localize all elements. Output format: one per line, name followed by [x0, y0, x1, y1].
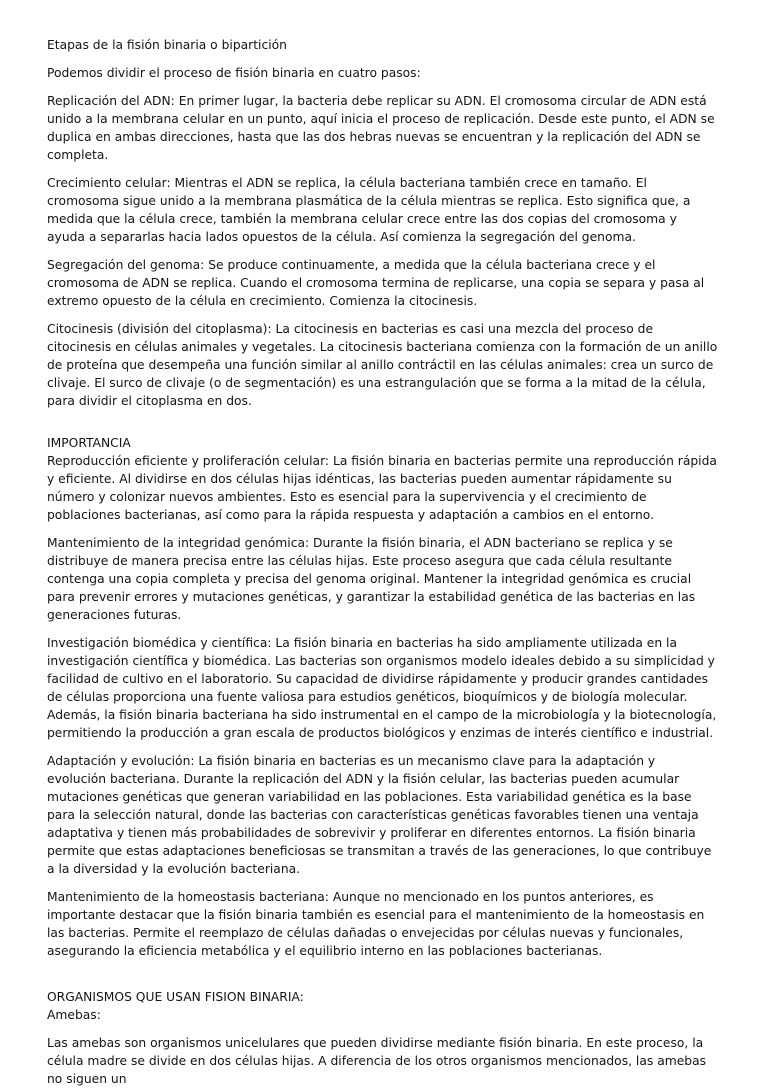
document-title: Etapas de la fisión binaria o bipartición	[47, 38, 287, 52]
step-genome-segregation: Segregación del genoma: Se produce continuamente, a medida que la célula bacteriana crece y el cromosoma de ADN se replica. Cuando el cromosoma termina de replicarse, una copia se separa y pasa al extremo opuesto de la célula en crecimiento. Comienza la citocinesis.	[47, 258, 705, 308]
importance-research: Investigación biomédica y científica: La fisión binaria en bacterias ha sido ampliamente utilizada en la investigación científica y biomédica. Las bacterias son organismos modelo ideales debido a su simplicidad y facilidad de cultivo en el laboratorio. Su capacidad de dividirse rápidamente y producir grandes cantidades de células proporciona una fuente valiosa para estudios genéticos, bioquímicos y de biología molecular. Además, la fisión binaria bacteriana ha sido instrumental en el campo de la microbiología y la biotecnología, permitiendo la producción a gran escala de productos biológicos y enzimas de interés científico e industrial.	[47, 636, 717, 740]
amoeba-paragraph: Las amebas son organismos unicelulares que pueden dividirse mediante fisión binaria. En este proceso, la célula madre se divide en dos células hijas. A diferencia de los otros organismos mencionados, las amebas no siguen un	[47, 1036, 707, 1086]
step-dna-replication: Replicación del ADN: En primer lugar, la bacteria debe replicar su ADN. El cromosoma circular de ADN está unido a la membrana celular en un punto, aquí inicia el proceso de replicación. Desde este punto, el ADN se duplica en ambas direcciones, hasta que las dos hebras nuevas se encuentran y la replicación del ADN se completa.	[47, 94, 715, 162]
step-cytokinesis: Citocinesis (división del citoplasma): La citocinesis en bacterias es casi una mezcla del proceso de citocinesis en células animales y vegetales. La citocinesis bacteriana comienza con la formación de un anillo de proteína que desempeña una función similar al anillo contráctil en las células animales: crea un surco de clivaje. El surco de clivaje (o de segmentación) es una estrangulación que se forma a la mitad de la célula, para dividir el citoplasma en dos.	[47, 322, 718, 408]
amoeba-heading: Amebas:	[47, 1008, 101, 1022]
importance-reproduction: Reproducción eficiente y proliferación celular: La fisión binaria en bacterias permite una reproducción rápida y eficiente. Al dividirse en dos células hijas idénticas, las bacterias pueden aumentar rápidamente su número y colonizar nuevos ambientes. Esto es esencial para la supervivencia y el crecimiento de poblaciones bacterianas, así como para la rápida respuesta y adaptación a cambios en el entorno.	[47, 454, 717, 522]
intro-paragraph: Podemos dividir el proceso de fisión binaria en cuatro pasos:	[47, 66, 421, 80]
importance-homeostasis: Mantenimiento de la homeostasis bacteriana: Aunque no mencionado en los puntos anteriores, es importante destacar que la fisión binaria también es esencial para el mantenimiento de la homeostasis en las bacterias. Permite el reemplazo de células dañadas o envejecidas por células nuevas y funcionales, asegurando la eficiencia metabólica y el equilibrio interno en las poblaciones bacterianas.	[47, 890, 705, 958]
importance-genomic-integrity: Mantenimiento de la integridad genómica: Durante la fisión binaria, el ADN bacteriano se replica y se distribuye de manera precisa entre las células hijas. Este proceso asegura que cada célula resultante contenga una copia completa y precisa del genoma original. Mantener la integridad genómica es crucial para prevenir errores y mutaciones genéticas, y garantizar la estabilidad genética de las bacterias en las generaciones futuras.	[47, 536, 696, 622]
organisms-heading: ORGANISMOS QUE USAN FISION BINARIA:	[47, 990, 304, 1004]
importance-heading: IMPORTANCIA	[47, 436, 131, 450]
step-cell-growth: Crecimiento celular: Mientras el ADN se replica, la célula bacteriana también crece en tamaño. El cromosoma sigue unido a la membrana plasmática de la célula mientras se replica. Esto significa que, a medida que la célula crece, también la membrana celular crece entre las dos copias del cromosoma y ayuda a separarlas hacia lados opuestos de la célula. Así comienza la segregación del genoma.	[47, 176, 691, 244]
importance-adaptation: Adaptación y evolución: La fisión binaria en bacterias es un mecanismo clave para la adaptación y evolución bacteriana. Durante la replicación del ADN y la fisión celular, las bacterias pueden acumular mutaciones genéticas que generan variabilidad en las poblaciones. Esta variabilidad genética es la base para la selección natural, donde las bacterias con características genéticas favorables tienen una ventaja adaptativa y tienen más probabilidades de sobrevivir y proliferar en diferentes entornos. La fisión binaria permite que estas adaptaciones beneficiosas se transmitan a través de las generaciones, lo que contribuye a la diversidad y la evolución bacteriana.	[47, 754, 712, 876]
